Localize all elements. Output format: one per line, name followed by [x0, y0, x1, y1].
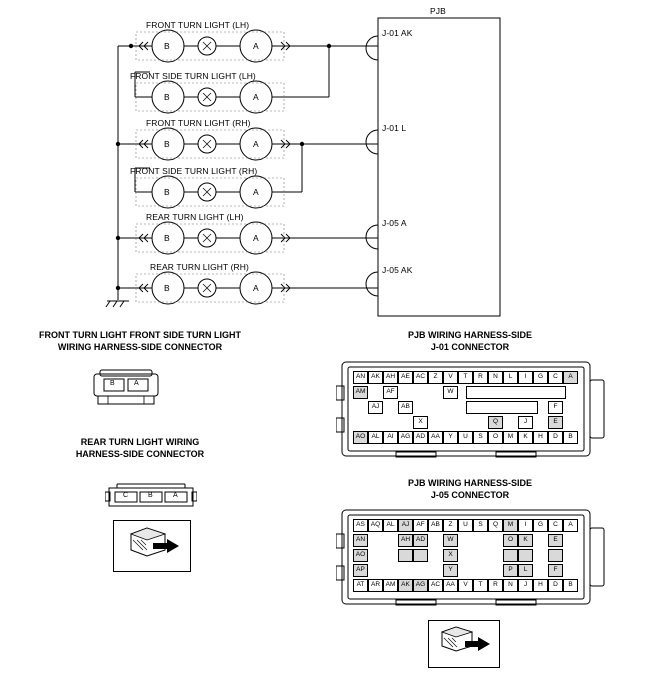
- j01-cell-r5c13: H: [533, 431, 548, 444]
- j05-cell-r4c1: AP: [353, 564, 368, 577]
- j01-cell-r5c8: U: [458, 431, 473, 444]
- terminal-b-5: B: [164, 233, 170, 243]
- j05-cell-r3c2: X: [443, 549, 458, 562]
- j05-cell-r5c13: H: [533, 579, 548, 592]
- rear-connector-terminal-a: A: [173, 492, 178, 499]
- j05-cell-r1c1: AS: [353, 519, 368, 532]
- j05-cell-r5c12: J: [518, 579, 533, 592]
- front-connector-block: [25, 330, 265, 352]
- j01-cell-r1c10: N: [488, 371, 503, 384]
- terminal-a-4: A: [253, 187, 259, 197]
- j05-cell-r3c1: AO: [353, 549, 368, 562]
- terminal-a-1: A: [253, 41, 259, 51]
- j01-cell-r1c1: AN: [353, 371, 368, 384]
- rear-connector-pictorial: [113, 520, 191, 572]
- j01-cell-r5c4: AG: [398, 431, 413, 444]
- circuit-label-front-turn-lh: FRONT TURN LIGHT (LH): [146, 20, 250, 30]
- terminal-a-5: A: [253, 233, 259, 243]
- j05-cell-r3c7: [548, 549, 563, 562]
- j01-title-line1: PJB WIRING HARNESS-SIDE: [407, 330, 532, 340]
- j05-cell-r1c4: AJ: [398, 519, 413, 532]
- j01-cell-r3c4: AB: [398, 401, 413, 414]
- j05-cell-r5c9: T: [473, 579, 488, 592]
- j05-title-line1: PJB WIRING HARNESS-SIDE: [407, 478, 532, 488]
- rear-connector-title-line2: HARNESS-SIDE CONNECTOR: [75, 449, 205, 459]
- j05-cell-r1c15: A: [563, 519, 578, 532]
- j05-cell-r1c2: AQ: [368, 519, 383, 532]
- j01-cell-r2c3: AF: [383, 386, 398, 399]
- schematic-lines: [0, 0, 645, 320]
- j05-connector-pictorial: [428, 620, 500, 668]
- front-connector-title-line2: WIRING HARNESS-SIDE CONNECTOR: [57, 342, 223, 352]
- j01-cell-r5c14: D: [548, 431, 563, 444]
- terminal-b-1: B: [164, 41, 170, 51]
- j01-blank-bar-r3: [466, 401, 538, 414]
- j05-cell-r5c3: AM: [383, 579, 398, 592]
- j05-cell-r5c10: R: [488, 579, 503, 592]
- j05-cell-r3c5: [503, 549, 518, 562]
- front-connector-terminal-b: B: [110, 380, 115, 387]
- pjb-pin-j05-a: J-05 A: [382, 218, 407, 228]
- j05-connector-drawing: [336, 508, 608, 606]
- j05-cell-r4c2: Y: [443, 564, 458, 577]
- rear-connector-terminal-c: C: [123, 492, 129, 499]
- j05-cell-r5c6: AC: [428, 579, 443, 592]
- j01-cell-r1c9: R: [473, 371, 488, 384]
- front-connector-terminal-a: A: [134, 380, 139, 387]
- j05-cell-r1c14: C: [548, 519, 563, 532]
- j01-cell-r2c1: AM: [353, 386, 368, 399]
- circuit-label-front-side-turn-lh: FRONT SIDE TURN LIGHT (LH): [130, 71, 256, 81]
- j01-cell-r5c11: M: [503, 431, 518, 444]
- j05-cell-r3c3: [398, 549, 413, 562]
- j05-cell-r1c7: Z: [443, 519, 458, 532]
- j05-cell-r1c3: AL: [383, 519, 398, 532]
- j01-cell-r5c3: AI: [383, 431, 398, 444]
- schematic-area: [0, 0, 645, 320]
- pjb-pin-j01-ak: J-01 AK: [382, 28, 413, 38]
- j01-cell-r1c3: AH: [383, 371, 398, 384]
- j05-cell-r3c6: [518, 549, 533, 562]
- j01-cell-r5c5: AD: [413, 431, 428, 444]
- j05-cell-r1c6: AB: [428, 519, 443, 532]
- terminal-a-2: A: [253, 92, 259, 102]
- j05-connector-block: [330, 478, 610, 500]
- j01-connector-drawing: [336, 360, 608, 458]
- j01-cell-r4c14: E: [548, 416, 563, 429]
- j05-cell-r1c13: G: [533, 519, 548, 532]
- j01-cell-r1c12: I: [518, 371, 533, 384]
- j01-blank-bar-r2: [466, 386, 566, 399]
- rear-connector-title-line1: REAR TURN LIGHT WIRING: [80, 437, 200, 447]
- j05-cell-r2c6: K: [518, 534, 533, 547]
- j05-cell-r1c5: AF: [413, 519, 428, 532]
- j01-cell-r5c15: B: [563, 431, 578, 444]
- pjb-label: PJB: [430, 6, 446, 16]
- j01-title-line2: J-01 CONNECTOR: [430, 342, 510, 352]
- j05-cell-r4c4: L: [518, 564, 533, 577]
- j05-cell-r2c3: AD: [413, 534, 428, 547]
- j01-cell-r1c7: V: [443, 371, 458, 384]
- j05-cell-r1c9: S: [473, 519, 488, 532]
- terminal-b-4: B: [164, 187, 170, 197]
- j01-cell-r1c11: L: [503, 371, 518, 384]
- j01-cell-r1c13: G: [533, 371, 548, 384]
- j01-cell-r5c7: Y: [443, 431, 458, 444]
- rear-connector-drawing: [105, 482, 197, 512]
- j01-cell-r5c1: AO: [353, 431, 368, 444]
- j01-cell-r2c6: W: [443, 386, 458, 399]
- j05-cell-r1c11: M: [503, 519, 518, 532]
- j05-cell-r5c5: AG: [413, 579, 428, 592]
- j05-title-line2: J-05 CONNECTOR: [430, 490, 510, 500]
- pjb-pin-j05-ak: J-05 AK: [382, 265, 413, 275]
- terminal-b-2: B: [164, 92, 170, 102]
- j01-cell-r5c6: AA: [428, 431, 443, 444]
- circuit-label-rear-turn-rh: REAR TURN LIGHT (RH): [150, 262, 249, 272]
- j05-cell-r1c12: I: [518, 519, 533, 532]
- j05-cell-r5c14: D: [548, 579, 563, 592]
- j05-cell-r5c2: AR: [368, 579, 383, 592]
- j05-cell-r2c5: O: [503, 534, 518, 547]
- j05-cell-r5c7: AA: [443, 579, 458, 592]
- terminal-b-3: B: [164, 139, 170, 149]
- j01-cell-r5c10: O: [488, 431, 503, 444]
- j05-cell-r5c1: AT: [353, 579, 368, 592]
- j05-cell-r4c5: F: [548, 564, 563, 577]
- j01-cell-r1c2: AK: [368, 371, 383, 384]
- terminal-b-6: B: [164, 283, 170, 293]
- j01-cell-r1c14: C: [548, 371, 563, 384]
- j05-cell-r5c11: N: [503, 579, 518, 592]
- j01-cell-r1c6: Z: [428, 371, 443, 384]
- rear-connector-terminal-b: B: [148, 492, 153, 499]
- j01-connector-block: [330, 330, 610, 352]
- j01-cell-r3c2: AJ: [368, 401, 383, 414]
- circuit-label-front-turn-rh: FRONT TURN LIGHT (RH): [146, 118, 251, 128]
- j01-cell-r5c12: K: [518, 431, 533, 444]
- j05-cell-r2c7: E: [548, 534, 563, 547]
- j05-cell-r1c10: Q: [488, 519, 503, 532]
- j05-cell-r3c4: [413, 549, 428, 562]
- circuit-label-rear-turn-lh: REAR TURN LIGHT (LH): [146, 212, 244, 222]
- j05-cell-r4c3: P: [503, 564, 518, 577]
- front-connector-drawing: [88, 368, 168, 410]
- j01-cell-r1c5: AC: [413, 371, 428, 384]
- j01-cell-r4c10: Q: [488, 416, 503, 429]
- j01-cell-r4c5: X: [413, 416, 428, 429]
- j05-cell-r2c1: AN: [353, 534, 368, 547]
- j05-cell-r2c4: W: [443, 534, 458, 547]
- rear-connector-block: [25, 437, 265, 459]
- j01-cell-r1c4: AE: [398, 371, 413, 384]
- j01-cell-r1c15: A: [563, 371, 578, 384]
- j01-cell-r1c8: T: [458, 371, 473, 384]
- j05-cell-r1c8: U: [458, 519, 473, 532]
- front-connector-title-line1: FRONT TURN LIGHT FRONT SIDE TURN LIGHT: [39, 330, 241, 340]
- j01-cell-r4c12: J: [518, 416, 533, 429]
- terminal-a-6: A: [253, 283, 259, 293]
- j01-cell-r5c2: AL: [368, 431, 383, 444]
- j05-cell-r5c15: B: [563, 579, 578, 592]
- circuit-label-front-side-turn-rh: FRONT SIDE TURN LIGHT (RH): [130, 166, 258, 176]
- j01-cell-r5c9: S: [473, 431, 488, 444]
- j05-cell-r2c2: AH: [398, 534, 413, 547]
- j01-cell-r3c14: F: [548, 401, 563, 414]
- terminal-a-3: A: [253, 139, 259, 149]
- j05-cell-r5c4: AK: [398, 579, 413, 592]
- pjb-pin-j01-l: J-01 L: [382, 123, 407, 133]
- j05-cell-r5c8: V: [458, 579, 473, 592]
